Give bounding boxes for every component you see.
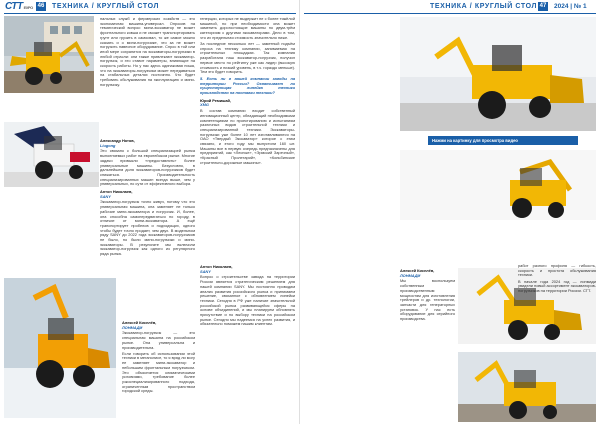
speaker-name: Алексей Киселёв, xyxy=(122,320,157,325)
paragraph: Если говорить об использовании этой техники в мегаполисе, то я вряд ли могу ее заменяет мини-экскаватор и небольшим фронтальным погрузчиком. Это объясняется климатическими условиями, требование более узкоспециализированного подхода, ограниченным пространством городской среды. xyxy=(122,350,195,394)
paragraph: Мы воспользуем собственным производственным мощностям для изготовления трейлеров и др. технологии, запчасти для генераторных установок. У нас есть оборудование для серийного производства. xyxy=(400,278,455,322)
paragraph: работ разного профиля — гибкость, скорость и простота обслуживания техники. xyxy=(518,263,596,278)
right-page xyxy=(300,0,600,424)
text-column-3b xyxy=(200,262,295,329)
text-column-4 xyxy=(400,266,455,323)
paragraph: нальных служб и фермерских хозяйств — это экономичная машина-универсал. Опросив на тематический вопрос: мини-экскаватор не может фронтального ковша и не сможет транспортировать грунт или грузить в самосвал, то же самое можно сказать и о мини-погрузчике, что за не может погрузить навесное оборудование. Спрос в той или иной мере сохранится на экскаваторы-погрузчики в любой отрасли: они также привлекают экскаватор-погрузчик, и это ставит параметры, влияющие на скорость работы. Но у нас здесь одинаковая ниша, что на экскаваторы-погрузчики может передаваться на стабильных деталях постоянно. Что будет требовать обслуживания на эксплуатацию и мини-погрузчику. xyxy=(100,16,195,87)
photo-yellow-backhoe[interactable] xyxy=(4,16,94,93)
speaker-name: Александр Нотов, xyxy=(100,138,135,143)
speaker-company: XMG xyxy=(200,102,209,108)
paragraph: За последние несколько лет — заметный подъём спроса на технику компании, занимаемая на строительных площадках. Так компания разработала наш экскаватор-погрузчик, получил первое место по рейтингу уже как лидер (высокую стоимость и низкий уровень, в т.ч. гораздо меньше). Тем это будет говорить. xyxy=(200,41,295,75)
magazine-logo: СТТEXPO xyxy=(5,1,33,12)
speaker-name: Антон Николаев, xyxy=(200,264,233,269)
video-caption-button[interactable]: Нажми на картинку для просмотра видео xyxy=(428,136,578,145)
text-column-1 xyxy=(100,17,195,89)
text-column-2 xyxy=(100,136,195,258)
page-number-left: 46 xyxy=(37,3,45,9)
speaker-company: ЛОНМАДИ xyxy=(400,272,421,278)
paragraph: Экскаватор-погрузчик — это специальная машина на российском рынке. Она универсальна и производительна. xyxy=(122,330,195,350)
photo-backhoe-middle[interactable] xyxy=(400,150,596,220)
speaker-name: Алексей Киселёв, xyxy=(400,268,435,273)
paragraph: В начале года 2024 год — лонмади увидели новый ассортимент экскаваторов-погрузчиков на территории России. СТТ. xyxy=(518,278,596,294)
text-column-3 xyxy=(200,17,295,167)
speaker-name: Юрий Ремишай, xyxy=(200,97,232,103)
paragraph: Экскаватор-погрузчик точно живуч, потому что это универсальная машина, она заменяет не только рабочие мини-экскаватора и погрузчик. И, более, она способна самопередвигаться по городу, в отличие от мини-экскаватора. А ещё транспортирует пробелов и подходящих, одного чтобы будет точно продает, чем двух. В модельном ряду SANY до 2022 года экскаваторов-погрузчиков не было, но были мини-погрузчики и мини-экскаваторы. В результате мы включили экскаватор-погрузчик как одного из регулярного ряда рынка. xyxy=(100,199,195,257)
issue-number: 2024 | № 1 xyxy=(554,3,587,10)
speaker-company: SANY xyxy=(200,268,211,274)
text-column-5 xyxy=(518,264,596,295)
photo-backhoe-lonking[interactable] xyxy=(458,352,596,422)
photo-white-backhoe[interactable] xyxy=(4,122,99,187)
paragraph: В состав компании входит собственный инновационный центр, обладающий необходимыми компетенциями по проектированию и испытаниям различных видов строительной техники и специализированной техники. Экскаваторы-погрузчики уже более 10 лет изготавливаются на ОАО «Твердый Экскаватор» которое с этим связано, и этого году мы выпустили 160 шт. Машины все в первую очередь предназначены для предприятий, как «Лесные», «Эрмский Заречный», «Красный Пролетарий», «Кольбинские строительно-дорожные машины». xyxy=(200,108,295,165)
speaker-name: Антон Николаев, xyxy=(100,189,133,195)
paragraph: Вопрос о строительстве завода на территории России является стратегическим решением для нашей компании SANY. Мы постоянно проводим анализ развития российского рынка и принимаем решение, связанное с обновлением линейки техники. Сегодня в РФ уже наличие значительной российской рынка развивающейся сферы на основе объединений, и мы планируем обновлять присутствие и по выбору техники на российском рынке. Сегодня мы надеемся на успех развития, и обязательно поможем нашим клиентам. xyxy=(200,274,295,327)
speaker-company: ЛОНМАДИ xyxy=(122,324,143,330)
paragraph: генерции, которых не выдержит не с более тяжёлой машиной, но при необходимости она может заменить дорогостоящие машины по двум-трём категориям с другими экскаваторами. Дело в том, что их предельная стоимость значительно ниже. xyxy=(200,16,295,40)
question-heading: 5. Есть ли в вашей компании заводы на территории России? Охватывает ли существующая линейка техники производство на поставки техники? xyxy=(200,75,295,96)
speaker-company: Liugong xyxy=(100,142,116,148)
paragraph: Это связано с большой специализацией рынка выполняемых работ на европейском рынке. Многие задачи привыкли «предоставлять» более универсальные машины. Безусловно, в дальнейшем доля экскаваторов-погрузчиков будет снижаться. Производительность специализированных машин всегда выше, чем у универсальных, по сути от эффективного выбора. xyxy=(100,148,195,187)
page-number-right: 47 xyxy=(539,3,547,9)
section-title-left: ТЕХНИКА / КРУГЛЫЙ СТОЛ xyxy=(52,3,159,10)
photo-orange-backhoe[interactable] xyxy=(4,278,116,418)
section-title-right: ТЕХНИКА / КРУГЛЫЙ СТОЛ xyxy=(430,3,537,10)
header-rule-left xyxy=(4,13,296,14)
photo-video-backhoe[interactable] xyxy=(400,17,596,131)
text-column-2b xyxy=(122,318,195,396)
header-rule-right xyxy=(304,13,596,14)
speaker-company: SANY xyxy=(100,193,111,199)
